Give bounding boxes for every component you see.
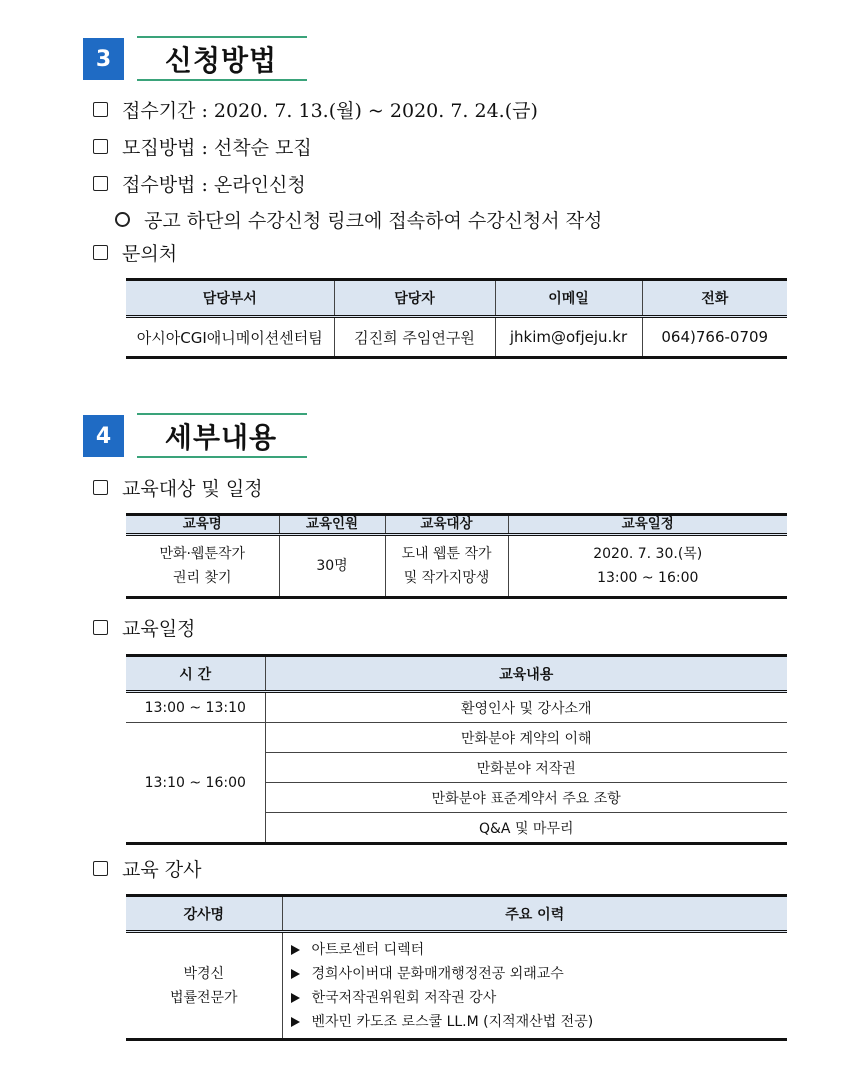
square-bullet-icon: [93, 480, 108, 495]
table-header: 전화: [642, 280, 787, 317]
bullet-item: [93, 133, 312, 160]
triangle-bullet-icon: [291, 993, 300, 1003]
table-header: 교육명: [126, 515, 279, 535]
triangle-bullet-icon: [291, 945, 300, 955]
square-bullet-icon: [93, 102, 108, 117]
square-bullet-icon: [93, 176, 108, 191]
section-3-header: [83, 38, 308, 84]
table-cell: Q&A 및 마무리: [478, 820, 574, 837]
table-cell: 환영인사 및 강사소개: [265, 692, 787, 723]
section-title: 신청방법: [164, 44, 278, 77]
sub-bullet-item: [115, 206, 602, 233]
cell-line: 권리 찾기: [172, 570, 232, 586]
bullet-text: 접수방법 : 온라인신청: [122, 174, 306, 196]
history-text: 아트로센터 디렉터: [311, 941, 425, 958]
history-item: [291, 1010, 788, 1034]
square-bullet-icon: [93, 861, 108, 876]
target-table: [126, 513, 787, 599]
section-number: 4: [83, 415, 124, 457]
table-cell: 아시아CGI애니메이션센터팀: [126, 317, 334, 358]
square-bullet-icon: [93, 620, 108, 635]
table-header: 담당부서: [126, 280, 334, 317]
table-cell: [126, 932, 282, 1040]
history-text: 경희사이버대 문화매개행정전공 외래교수: [311, 965, 564, 982]
bullet-text: 교육 강사: [122, 859, 202, 881]
square-bullet-icon: [93, 245, 108, 260]
bullet-text: 교육일정: [122, 618, 196, 640]
triangle-bullet-icon: [291, 969, 300, 979]
instructor-name: 박경신: [183, 965, 225, 982]
table-cell: [385, 535, 508, 598]
table-cell: 만화분야 저작권: [265, 753, 787, 783]
bullet-text: 문의처: [122, 243, 178, 265]
instructor-role: 법률전문가: [169, 989, 238, 1006]
history-item: [291, 938, 788, 962]
table-cell: 만화분야 계약의 이해: [265, 723, 787, 753]
table-header: 교육일정: [508, 515, 787, 535]
bullet-item: [93, 855, 201, 882]
bullet-text: 교육대상 및 일정: [122, 478, 263, 500]
section-4-header: [83, 415, 308, 461]
bullet-item: [93, 614, 195, 641]
schedule-table: [126, 654, 787, 845]
table-cell: [126, 535, 279, 598]
cell-line: 13:00 ~ 16:00: [597, 570, 699, 586]
section-title: 세부내용: [164, 421, 278, 454]
table-header: 강사명: [126, 896, 282, 932]
history-item: [291, 962, 788, 986]
table-header: 담당자: [334, 280, 495, 317]
table-cell: 13:10 ~ 16:00: [126, 723, 265, 844]
title-rule-bottom: [137, 79, 307, 81]
cell-line: 만화·웹툰작가: [159, 546, 246, 562]
instructor-table: [126, 894, 787, 1041]
table-cell: 064)766-0709: [661, 328, 769, 346]
title-rule-bottom: [137, 456, 307, 458]
table-header: 이메일: [495, 280, 642, 317]
bullet-item: [93, 239, 177, 266]
bullet-text: 접수기간 : 2020. 7. 13.(월) ~ 2020. 7. 24.(금): [122, 100, 538, 122]
cell-line: 2020. 7. 30.(목): [593, 546, 703, 562]
contact-table: [126, 278, 787, 359]
table-header: 교육내용: [265, 656, 787, 692]
sub-bullet-text: 공고 하단의 수강신청 링크에 접속하여 수강신청서 작성: [144, 210, 603, 232]
table-cell: 13:00 ~ 13:10: [126, 692, 265, 723]
history-text: 한국저작권위원회 저작권 강사: [311, 989, 497, 1006]
table-header: 주요 이력: [282, 896, 787, 932]
cell-line: 및 작가지망생: [403, 570, 490, 586]
table-cell: [282, 932, 787, 1040]
table-header: 교육대상: [385, 515, 508, 535]
table-cell: [508, 535, 787, 598]
bullet-item: [93, 96, 538, 123]
email-link[interactable]: jhkim@ofjeju.kr: [495, 317, 642, 358]
circle-bullet-icon: [115, 212, 130, 227]
table-cell: 30명: [279, 535, 385, 598]
table-cell: 김진희 주임연구원: [334, 317, 495, 358]
cell-line: 도내 웹툰 작가: [401, 546, 492, 562]
history-text: 벤자민 카도조 로스쿨 LL.M (지적재산법 전공): [311, 1013, 594, 1030]
bullet-text: 모집방법 : 선착순 모집: [122, 137, 312, 159]
table-header: 시 간: [126, 656, 265, 692]
table-header: 교육인원: [279, 515, 385, 535]
bullet-item: [93, 474, 263, 501]
section-number: 3: [83, 38, 124, 80]
bullet-item: [93, 170, 306, 197]
table-cell: 만화분야 표준계약서 주요 조항: [265, 783, 787, 813]
triangle-bullet-icon: [291, 1017, 300, 1027]
square-bullet-icon: [93, 139, 108, 154]
history-item: [291, 986, 788, 1010]
